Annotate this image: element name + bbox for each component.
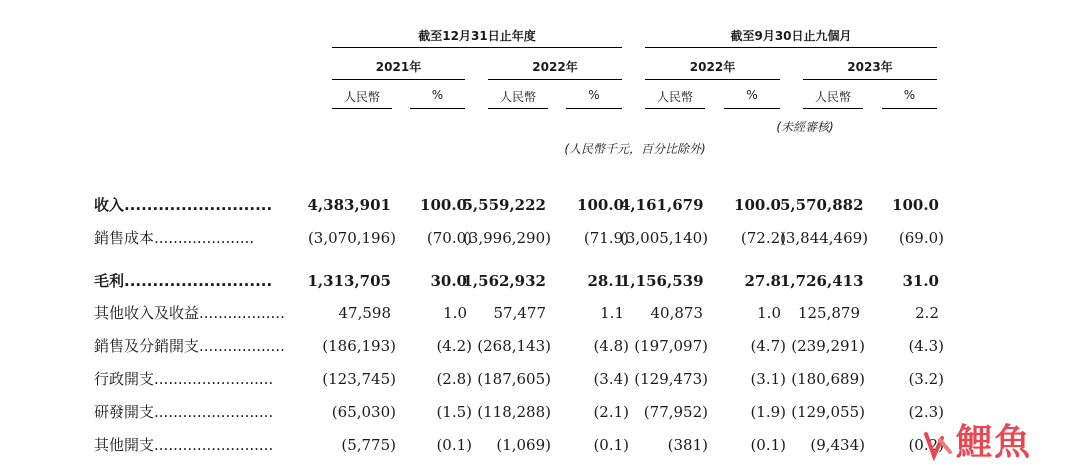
cell-rmb-2022: (268,143): [477, 337, 551, 355]
cell-rmb-2023-9m: (3,844,469): [780, 229, 869, 247]
sub-rule: [332, 108, 392, 109]
cell-rmb-2023-9m: 125,879: [797, 304, 860, 322]
year-rule-2023-9m: [803, 79, 937, 80]
subheader-percent: %: [431, 88, 444, 102]
year-2021: 2021年: [375, 60, 422, 74]
cell-pct-2022: 28.1: [587, 272, 624, 290]
row-label: 收入..........................: [94, 196, 273, 214]
table-row: [0, 266, 1080, 296]
table-row: [0, 364, 1080, 394]
year-2022-fy: 2022年: [532, 60, 578, 74]
cell-rmb-2022: 5,559,222: [462, 196, 546, 214]
watermark-mark-icon: [920, 426, 960, 466]
cell-pct-2022-9m: (1.9): [750, 403, 786, 421]
watermark-logo: [920, 418, 1080, 469]
cell-pct-2021: (70.0): [426, 229, 472, 247]
sub-rule: [566, 108, 622, 109]
header-group2-title: 截至9月30日止九個月: [730, 29, 852, 43]
table-row: [0, 190, 1080, 220]
cell-rmb-2021: (5,775): [341, 436, 396, 454]
sub-rule: [410, 108, 465, 109]
cell-rmb-2023-9m: (9,434): [810, 436, 865, 454]
cell-rmb-2021: 4,383,901: [307, 196, 391, 214]
cell-pct-2021: (4.2): [436, 337, 472, 355]
cell-rmb-2021: 1,313,705: [307, 272, 391, 290]
cell-rmb-2021: (123,745): [322, 370, 396, 388]
table-row: [0, 223, 1080, 253]
cell-pct-2021: (2.8): [436, 370, 472, 388]
cell-rmb-2022-9m: (3,005,140): [620, 229, 709, 247]
subheader-rmb: 人民幣: [656, 90, 693, 104]
year-rule-2022-fy: [488, 79, 622, 80]
header-group1-title: 截至12月31日止年度: [418, 29, 536, 43]
cell-rmb-2022-9m: (77,952): [643, 403, 708, 421]
sub-rule: [645, 108, 705, 109]
cell-pct-2023-9m: 100.0: [892, 196, 939, 214]
cell-rmb-2022: (3,996,290): [462, 229, 551, 247]
cell-pct-2022-9m: 27.8: [744, 272, 781, 290]
cell-rmb-2023-9m: (239,291): [791, 337, 865, 355]
cell-rmb-2022-9m: (197,097): [634, 337, 708, 355]
cell-pct-2022-9m: (0.1): [750, 436, 786, 454]
row-label: 行政開支.........................: [94, 370, 274, 388]
cell-rmb-2022: 57,477: [493, 304, 546, 322]
cell-rmb-2022-9m: (129,473): [634, 370, 708, 388]
sub-rule: [882, 108, 937, 109]
cell-pct-2022: (3.4): [593, 370, 629, 388]
cell-pct-2022: (2.1): [593, 403, 629, 421]
subheader-rmb: 人民幣: [814, 90, 851, 104]
subheader-percent: %: [588, 88, 600, 102]
row-label: 銷售及分銷開支..................: [94, 337, 285, 355]
cell-pct-2023-9m: 31.0: [902, 272, 939, 290]
table-row: [0, 397, 1080, 427]
year-rule-2022-9m: [645, 79, 780, 80]
cell-pct-2022-9m: (4.7): [750, 337, 786, 355]
cell-pct-2023-9m: (4.3): [908, 337, 944, 355]
cell-pct-2022: 1.1: [600, 304, 624, 322]
cell-pct-2021: (1.5): [436, 403, 472, 421]
header-group1-rule: [332, 47, 622, 48]
cell-rmb-2022: (187,605): [477, 370, 551, 388]
cell-pct-2021: (0.1): [436, 436, 472, 454]
cell-rmb-2022-9m: (381): [667, 436, 708, 454]
subheader-percent: %: [746, 88, 758, 102]
sub-rule: [803, 108, 863, 109]
cell-rmb-2022-9m: 40,873: [650, 304, 703, 322]
table-row: [0, 331, 1080, 361]
header-group2-rule: [645, 47, 937, 48]
cell-pct-2022-9m: 1.0: [757, 304, 781, 322]
cell-pct-2023-9m: (2.3): [908, 403, 944, 421]
cell-pct-2022-9m: 100.0: [734, 196, 781, 214]
row-label: 毛利..........................: [94, 272, 273, 290]
cell-rmb-2023-9m: (129,055): [791, 403, 865, 421]
row-label: 其他收入及收益..................: [94, 304, 285, 322]
row-label: 其他開支.........................: [94, 436, 274, 454]
cell-pct-2022: (0.1): [593, 436, 629, 454]
cell-pct-2022-9m: (72.2): [740, 229, 786, 247]
cell-rmb-2021: (3,070,196): [307, 229, 396, 247]
table-row: [0, 298, 1080, 328]
cell-rmb-2022: 1,562,932: [462, 272, 546, 290]
sub-rule: [724, 108, 780, 109]
year-rule-2021: [332, 79, 465, 80]
cell-rmb-2022: (1,069): [496, 436, 551, 454]
cell-pct-2022: (71.9): [583, 229, 629, 247]
year-2022-9m: 2022年: [689, 60, 736, 74]
cell-pct-2022: 100.0: [577, 196, 624, 214]
row-label: 研發開支.........................: [94, 403, 274, 421]
watermark-text: 鯉魚: [956, 422, 1033, 463]
cell-rmb-2023-9m: (180,689): [791, 370, 865, 388]
cell-pct-2023-9m: (69.0): [898, 229, 944, 247]
row-label: 銷售成本.....................: [94, 229, 255, 247]
cell-pct-2022-9m: (3.1): [750, 370, 786, 388]
sub-rule: [488, 108, 548, 109]
cell-rmb-2021: (186,193): [322, 337, 396, 355]
unaudited-note: (未經審核): [776, 120, 834, 134]
subheader-rmb: 人民幣: [499, 90, 536, 104]
cell-rmb-2022-9m: 4,161,679: [620, 196, 704, 214]
cell-pct-2021: 30.0: [430, 272, 467, 290]
subheader-percent: %: [903, 88, 916, 102]
cell-rmb-2023-9m: 5,570,882: [780, 196, 864, 214]
cell-pct-2022: (4.8): [593, 337, 629, 355]
cell-rmb-2021: (65,030): [331, 403, 396, 421]
subheader-rmb: 人民幣: [343, 90, 380, 104]
year-2023-9m: 2023年: [847, 60, 893, 74]
cell-rmb-2022: (118,288): [477, 403, 551, 421]
cell-pct-2021: 100.0: [420, 196, 467, 214]
units-note: (人民幣千元，百分比除外): [564, 142, 706, 156]
table-row: [0, 430, 1080, 460]
cell-rmb-2023-9m: 1,726,413: [780, 272, 864, 290]
cell-pct-2021: 1.0: [443, 304, 467, 322]
cell-pct-2023-9m: (3.2): [908, 370, 944, 388]
cell-pct-2023-9m: (0.2): [908, 436, 944, 454]
cell-rmb-2022-9m: 1,156,539: [620, 272, 704, 290]
cell-rmb-2021: 47,598: [338, 304, 391, 322]
cell-pct-2023-9m: 2.2: [915, 304, 939, 322]
